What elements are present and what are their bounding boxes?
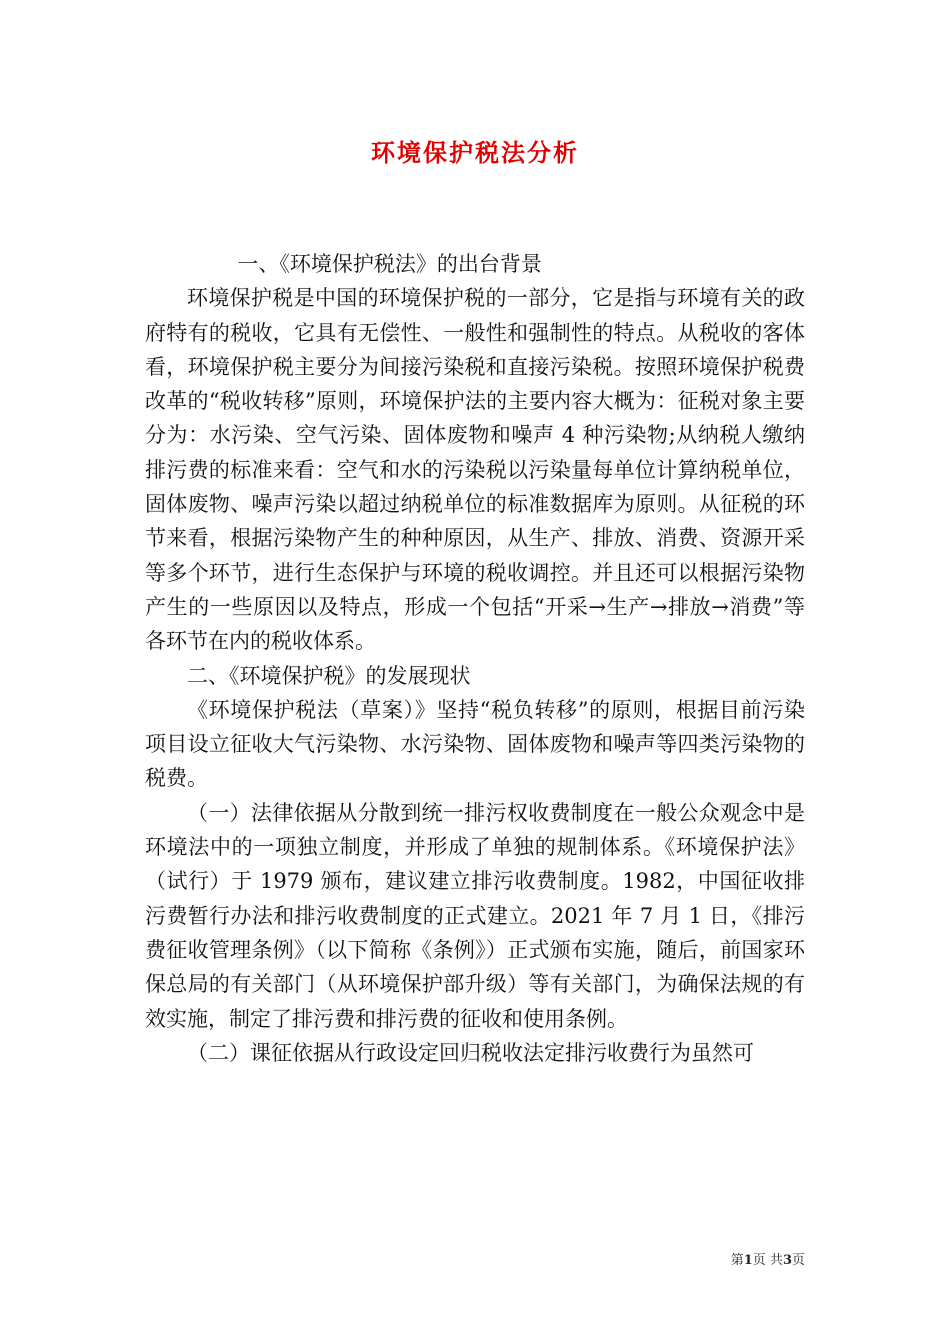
footer-middle: 页 共 bbox=[752, 1253, 783, 1268]
paragraph-legal-basis: （一）法律依据从分散到统一排污权收费制度在一般公众观念中是环境法中的一项独立制度，并形成了单独的规制体系。《环境保护法》（试行）于 1979 颁布，建议建立排污收费制度。1982，中国征收排污费暂行办法和排污收费制度的正式建立。2021 年 7 月 1 日，《排污费征收管理条例》（以下简称《条例》）正式颁布实施，随后，前国家环保总局的有关部门（从环境保护部升级）等有关部门，为确保法规的有效实施，制定了排污费和排污费的征收和使用条例。 bbox=[145, 800, 805, 1031]
footer-total-pages: 3 bbox=[782, 1253, 792, 1268]
section-heading-1: 一、《环境保护税法》的出台背景 bbox=[237, 252, 542, 276]
document-title: 环境保护税法分析 bbox=[371, 138, 579, 167]
paragraph-background: 环境保护税是中国的环境保护税的一部分，它是指与环境有关的政府特有的税收，它具有无偿性、一般性和强制性的特点。从税收的客体看，环境保护税主要分为间接污染税和直接污染税。按照环境保护税费改革的“税收转移”原则，环境保护法的主要内容大概为：征税对象主要分为：水污染、空气污染、固体废物和噪声 4 种污染物;从纳税人缴纳排污费的标准来看：空气和水的污染税以污染量每单位计算纳税单位，固体废物、噪声污染以超过纳税单位的标准数据库为原则。从征税的环节来看，根据污染物产生的种种原因，从生产、排放、消费、资源开采等多个环节，进行生态保护与环境的税收调控。并且还可以根据污染物产生的一些原因以及特点，形成一个包括“开采→生产→排放→消费”等各环节在内的税收体系。 bbox=[145, 286, 805, 654]
section-heading-2: 二、《环境保护税》的发展现状 bbox=[187, 663, 471, 688]
document-body bbox=[145, 247, 805, 1070]
footer-prefix: 第 bbox=[730, 1253, 744, 1268]
page-footer bbox=[731, 1249, 805, 1268]
footer-suffix: 页 bbox=[791, 1253, 805, 1268]
footer-current-page: 1 bbox=[743, 1253, 753, 1268]
paragraph-levy-basis: （二）课征依据从行政设定回归税收法定排污收费行为虽然可 bbox=[187, 1040, 754, 1065]
paragraph-status: 《环境保护税法（草案）》坚持“税负转移”的原则，根据目前污染项目设立征收大气污染物、水污染物、固体废物和噪声等四类污染物的税费。 bbox=[145, 697, 805, 791]
